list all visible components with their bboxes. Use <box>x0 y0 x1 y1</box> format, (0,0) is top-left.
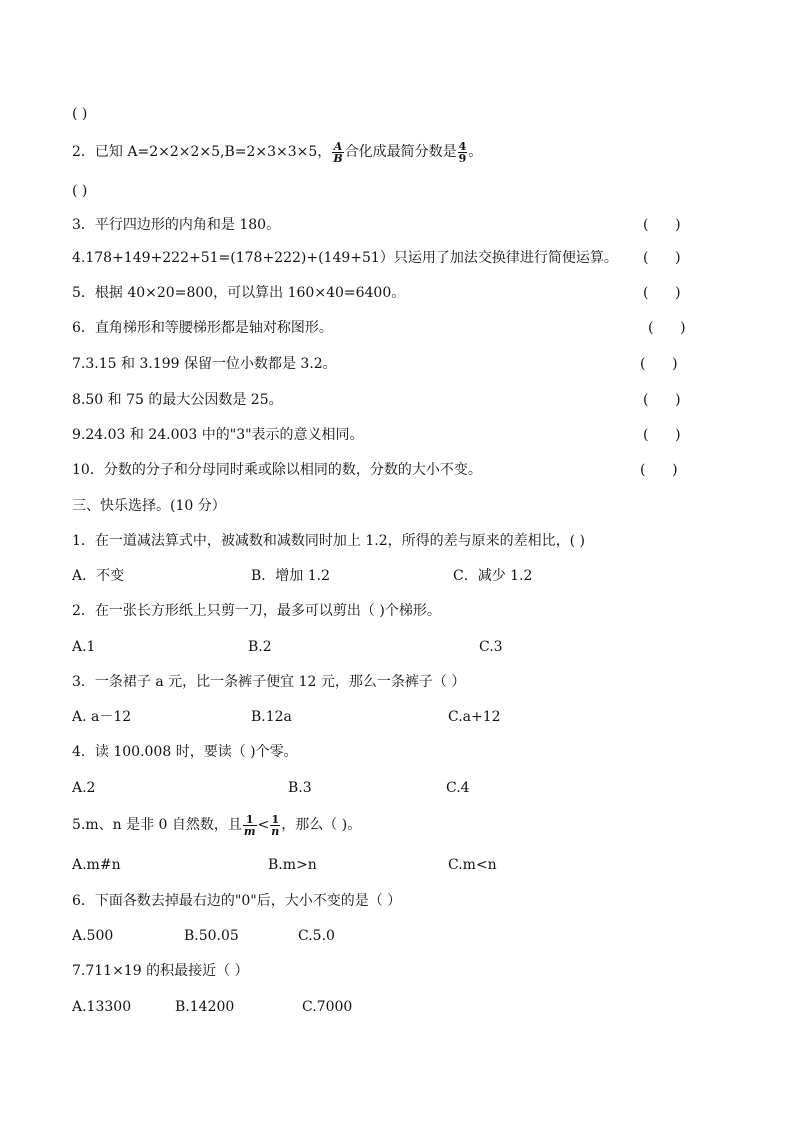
section-title-choice: 三、快乐选择。(10 分） <box>72 498 226 514</box>
choice-q6-option-c[interactable]: C.5.0 <box>298 928 335 944</box>
choice-q1-option-c[interactable]: C．减少 1.2 <box>453 568 533 584</box>
q2-mid: 合化成最简分数是 <box>344 144 457 160</box>
answer-paren-q10[interactable]: ( ) <box>640 462 678 478</box>
q2-suffix: 。 <box>468 144 483 160</box>
fraction-a-over-b: $\frac{A}{B}$ <box>333 139 343 165</box>
choice-q4: 4．读 100.008 时，要读（ )个零。 <box>72 744 298 760</box>
choice-q7-option-a[interactable]: A.13300 <box>72 999 132 1015</box>
choice-q1-option-a[interactable]: A．不变 <box>72 568 125 584</box>
choice-q3: 3．一条裙子 a 元，比一条裤子便宜 12 元，那么一条裤子（ ） <box>72 674 466 690</box>
choice-q3-option-b[interactable]: B.12a <box>251 709 292 725</box>
choice-q1: 1．在一道减法算式中，被减数和减数同时加上 1.2，所得的差与原来的差相比，( ) <box>72 533 585 549</box>
choice-q2-option-b[interactable]: B.2 <box>248 639 272 655</box>
judgment-q9: 9.24.03 和 24.003 中的"3"表示的意义相同。 <box>72 427 364 443</box>
c5-suffix: ，那么（ )。 <box>281 817 362 833</box>
c5-prefix: 5.m、n 是非 0 自然数，且 <box>72 817 242 833</box>
choice-q6-option-b[interactable]: B.50.05 <box>184 928 239 944</box>
choice-q2: 2．在一张长方形纸上只剪一刀，最多可以剪出（ )个梯形。 <box>72 603 441 619</box>
fraction-1-over-n: $\frac{1}{n}$ <box>271 812 280 838</box>
answer-paren-q3[interactable]: ( ) <box>643 217 681 233</box>
choice-q4-option-c[interactable]: C.4 <box>446 780 470 796</box>
choice-q6-option-a[interactable]: A.500 <box>72 928 114 944</box>
q2-prefix: 2．已知 A=2×2×2×5,B=2×3×3×5， <box>72 144 332 160</box>
choice-q4-option-a[interactable]: A.2 <box>72 780 96 796</box>
fraction-1-over-m: $\frac{1}{m}$ <box>243 812 256 838</box>
choice-q5-option-b[interactable]: B.m>n <box>268 857 317 873</box>
answer-paren-q9[interactable]: ( ) <box>643 427 681 443</box>
fraction-4-over-9: $\frac{4}{9}$ <box>458 139 467 165</box>
judgment-q10: 10．分数的分子和分母同时乘或除以相同的数，分数的大小不变。 <box>72 462 482 478</box>
answer-paren-q2[interactable]: ( ) <box>72 183 88 199</box>
choice-q4-option-b[interactable]: B.3 <box>288 780 312 796</box>
choice-q3-option-c[interactable]: C.a+12 <box>448 709 501 725</box>
choice-q6: 6．下面各数去掉最右边的"0"后，大小不变的是（ ） <box>72 893 402 909</box>
answer-paren-q4[interactable]: ( ) <box>643 250 681 266</box>
judgment-q4: 4.178+149+222+51=(178+222)+(149+51）只运用了加法交换律进行简便运算。 <box>72 250 618 266</box>
choice-q5-option-c[interactable]: C.m<n <box>448 857 497 873</box>
less-than-sign: < <box>257 817 270 833</box>
choice-q7-option-b[interactable]: B.14200 <box>175 999 235 1015</box>
choice-q5 <box>72 810 361 840</box>
answer-paren-q7[interactable]: ( ) <box>640 356 678 372</box>
judgment-q3: 3．平行四边形的内角和是 180。 <box>72 217 281 233</box>
choice-q7: 7.711×19 的积最接近（ ） <box>72 963 249 979</box>
choice-q7-option-c[interactable]: C.7000 <box>302 999 353 1015</box>
judgment-q7: 7.3.15 和 3.199 保留一位小数都是 3.2。 <box>72 356 337 372</box>
answer-paren-q5[interactable]: ( ) <box>643 285 681 301</box>
choice-q3-option-a[interactable]: A. a－12 <box>72 709 132 725</box>
judgment-q5: 5．根据 40×20=800，可以算出 160×40=6400。 <box>72 285 406 301</box>
judgment-q6: 6．直角梯形和等腰梯形都是轴对称图形。 <box>72 320 333 336</box>
choice-q2-option-c[interactable]: C.3 <box>479 639 503 655</box>
answer-paren-q8[interactable]: ( ) <box>643 392 681 408</box>
choice-q1-option-b[interactable]: B．增加 1.2 <box>251 568 331 584</box>
choice-q5-option-a[interactable]: A.m#n <box>72 857 121 873</box>
choice-q2-option-a[interactable]: A.1 <box>72 639 96 655</box>
judgment-q8: 8.50 和 75 的最大公因数是 25。 <box>72 392 283 408</box>
judgment-q2 <box>72 138 482 166</box>
answer-paren-q6[interactable]: ( ) <box>648 320 686 336</box>
answer-paren-q1[interactable]: ( ) <box>72 106 88 122</box>
